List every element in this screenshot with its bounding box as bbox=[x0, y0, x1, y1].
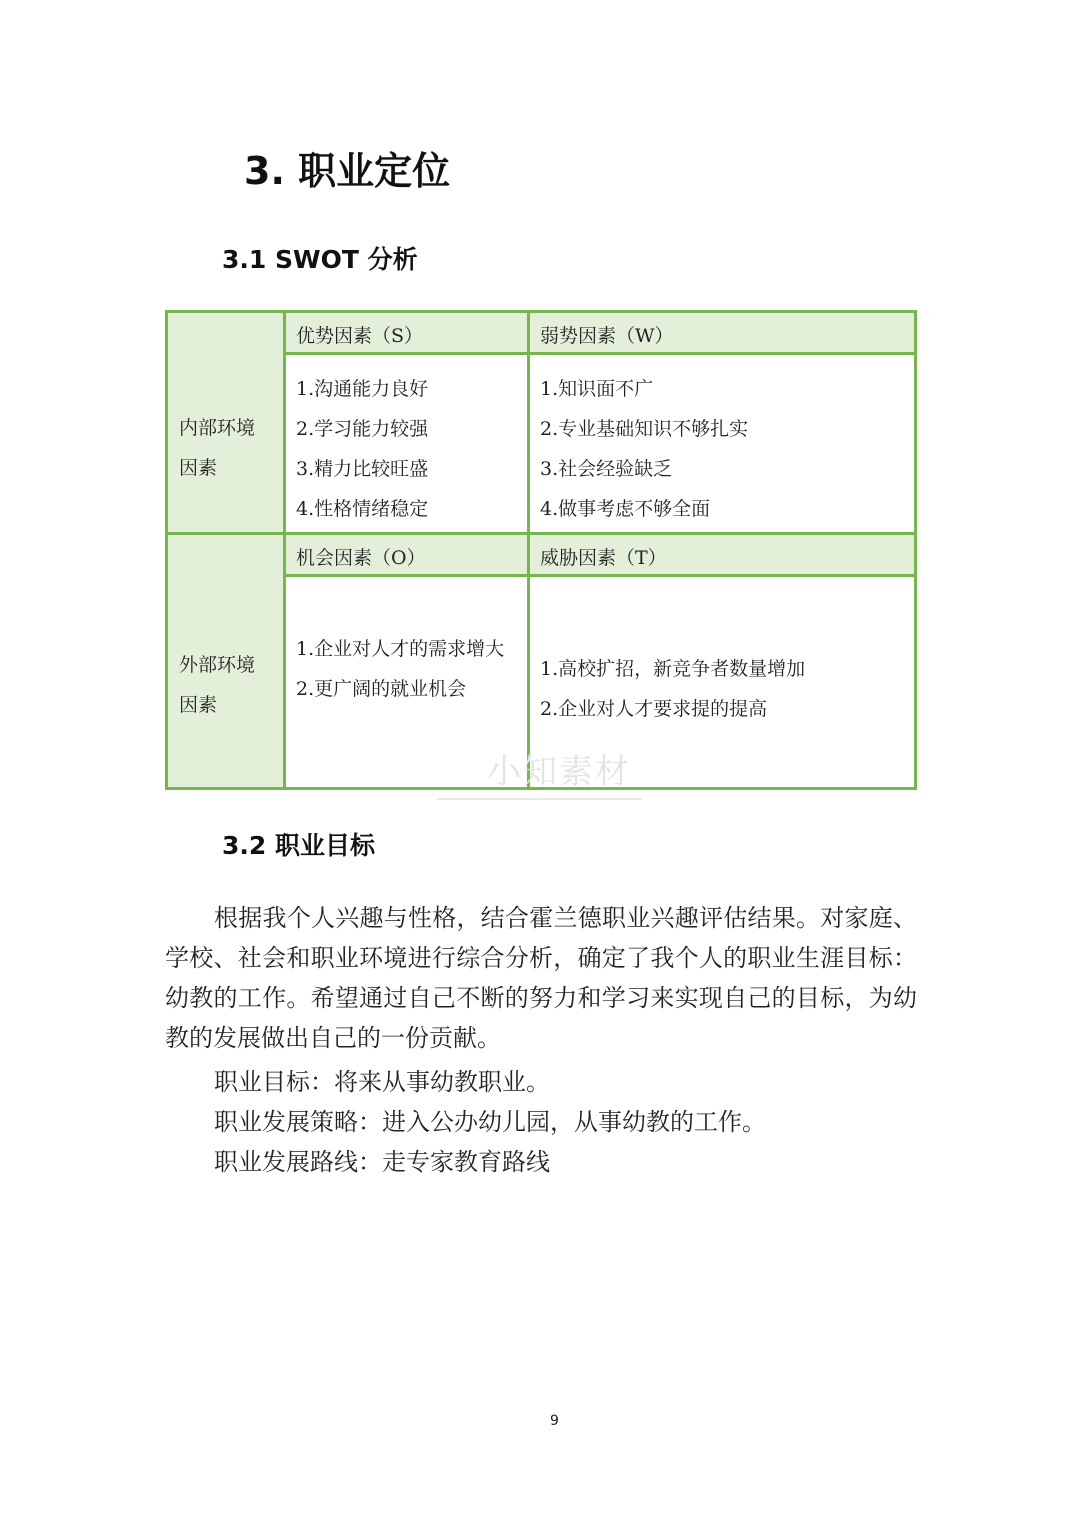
opportunities-header-cell bbox=[286, 535, 530, 577]
career-goal-paragraph: 根据我个人兴趣与性格，结合霍兰德职业兴趣评估结果。对家庭、学校、社会和职业环境进行综合分析，确定了我个人的职业生涯目标：幼教的工作。希望通过自己不断的努力和学习来实现自己的目标，为幼教的发展做出自己的一份贡献。 bbox=[165, 904, 917, 1052]
threats-list bbox=[540, 649, 805, 729]
career-route-line: 职业发展路线：走专家教育路线 bbox=[214, 1148, 550, 1176]
chapter-heading: 3. 职业定位 bbox=[244, 149, 451, 193]
strengths-list bbox=[296, 369, 428, 529]
list-item: 2.企业对人才要求提的提高 bbox=[540, 698, 768, 720]
watermark-underline bbox=[437, 798, 642, 800]
list-item: 1.企业对人才的需求增大 bbox=[296, 638, 505, 660]
swot-table bbox=[165, 310, 917, 790]
list-item: 1.沟通能力良好 bbox=[296, 378, 429, 400]
list-item: 1.知识面不广 bbox=[540, 378, 654, 400]
list-item: 2.更广阔的就业机会 bbox=[296, 678, 467, 700]
page-number: 9 bbox=[550, 1413, 559, 1429]
strengths-header: 优势因素（S） bbox=[296, 325, 424, 347]
opportunities-header: 机会因素（O） bbox=[296, 547, 426, 569]
list-item: 1.高校扩招，新竞争者数量增加 bbox=[540, 658, 806, 680]
list-item: 3.社会经验缺乏 bbox=[540, 458, 673, 480]
internal-factors-label: 内部环境 因素 bbox=[179, 417, 256, 479]
weaknesses-header: 弱势因素（W） bbox=[540, 325, 674, 347]
career-strategy-line: 职业发展策略：进入公办幼儿园，从事幼教的工作。 bbox=[214, 1108, 766, 1136]
opportunities-list bbox=[296, 629, 521, 709]
weaknesses-header-cell bbox=[530, 313, 914, 355]
threats-header: 威胁因素（T） bbox=[540, 547, 667, 569]
external-factors-label: 外部环境 因素 bbox=[179, 654, 256, 716]
internal-factors-cell bbox=[168, 313, 286, 535]
list-item: 4.性格情绪稳定 bbox=[296, 498, 429, 520]
threats-header-cell bbox=[530, 535, 914, 577]
list-item: 2.学习能力较强 bbox=[296, 418, 429, 440]
list-item: 4.做事考虑不够全面 bbox=[540, 498, 711, 520]
list-item: 2.专业基础知识不够扎实 bbox=[540, 418, 749, 440]
weaknesses-list bbox=[540, 369, 748, 529]
career-goal-line: 职业目标：将来从事幼教职业。 bbox=[214, 1068, 550, 1096]
list-item: 3.精力比较旺盛 bbox=[296, 458, 429, 480]
strengths-header-cell bbox=[286, 313, 530, 355]
watermark: 小知素材 bbox=[437, 742, 642, 812]
section-title-career-goal: 3.2 职业目标 bbox=[222, 831, 375, 860]
column-divider bbox=[527, 313, 530, 787]
external-factors-cell bbox=[168, 535, 286, 787]
section-title-swot: 3.1 SWOT 分析 bbox=[222, 245, 418, 274]
